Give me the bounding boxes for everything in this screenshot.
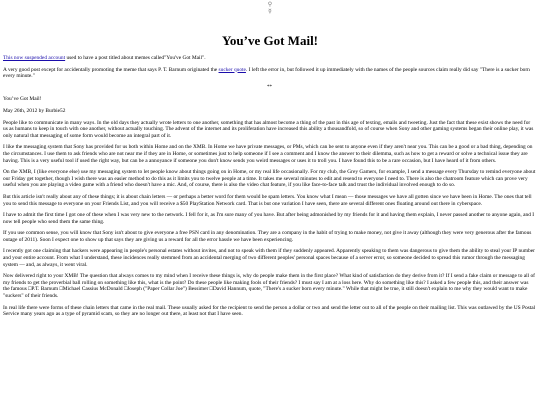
article-paragraph: People like to communicate in many ways. In the old days they actually wrote letters to one another, something that has almost become a thing of the past in this age of texting, emails and tweeting. Just the fact that these exist shows the need for us as humans to keep in touch with one another, without actually touching. The advent of the internet and its proliferation have increased this ability a thousandfold, so of course when Sony and other gaming systems began their online play, it was only natural that messaging of some form would become an integral part of it. [3, 119, 534, 139]
article-paragraph: But this article isn't really about any of these things; it is about chain letters — or perhaps a better word for them would be spam letters. You know what I mean — those messages we have all gotten since we have been in Home. The ones that tell you to send this message to everyone on your Friends List, and you will receive a $50 PlayStation Network card. That is but one variation I have seen, there are several different ones floating around out there in cyberspace. [3, 193, 532, 207]
divider: ** [267, 84, 272, 90]
search-icon[interactable]: ⚲ [267, 2, 273, 8]
article-paragraph: I recently got one claiming that hackers were appearing in people's personal estates without invites, and not to speak with them if they suddenly appeared. Apparently speaking to them was dangerous to give them the ability to steal your IP number and your entire account. From what I understand, these incidences really stemmed from an accidental merging of two different peoples' personal spaces because of a server error, so someone decided to spread this rumor through the messaging system — and, as always, it went viral. [3, 248, 535, 268]
intro-text: used to have a post titled about memes called"You've Got Mail". [65, 55, 206, 61]
article-paragraph: If you use common sense, you will know that Sony isn't about to give everyone a free PSN card in any denomination. They are a company in the habit of trying to make money, not give it away (although they were very generous after the famous outage of 2011). Soon I expect one to show up that says they are giving us a reward for all the error hassle we have been experiencing. [3, 230, 532, 243]
article-paragraph: In real life there were forms of these chain letters that came in the real mail. These usually asked for the recipient to send the person a dollar or two and send the letter out to all of the people on their mailing list. This was outlawed by the US Postal Service many years ago as a type of pyramid scam, so they are no longer out there, at least not that I have seen. [3, 304, 536, 318]
page-title: You’ve Got Mail! [221, 33, 319, 48]
post-content [3, 55, 536, 323]
article-paragraph: I like the messaging system that Sony has provided for us both within Home and on the XMB. In Home we have private messages, or PMs, which can be sent to anyone even if they aren't near you. This can be a good or a bad thing, depending on the circumstances. I use them to ask friends who are not near me if they are in Home, or sometimes just to help someone if I see a comment and I know the answer to their dilemma, such as how to get a reward or solve a technical issue they are having. This is a very useful tool if used the right way, but can be a annoyance if someone you don't know sends you weird messages or uses it to troll you. I have found this to be a rare occasion, but I have heard of it from others. [3, 144, 533, 164]
note-paragraph [3, 67, 536, 80]
note-text-after: . I left the error in, but followed it up immediately with the names of the people sources claim really did say "There is a sucker born every minute." [3, 66, 530, 80]
article-paragraph: Now delivered right to your XMB! The question that always comes to my mind when I receive these things is, why do people make them in the first place? What kind of satisfaction do they derive from it? If I send a fake claim or message to all of my friends to get the proverbial ball rolling on something like this, what is the point? Do these people like making fools of their friends? I must say I am at a loss here. Why do something like this? I asked a few people this, and their answer was the famous □P.T. Barnum □Michael Cassius McDonald □Joseph ("Paper Collar Joe") Bessimer □David Hannum, quote, "There's a sucker born every minute." While that might be true, it still doesn't explain to me why they would want to make "suckers" of their friends. [3, 273, 535, 300]
symbol-icon: ☿ [268, 9, 272, 15]
article-paragraph: On the XMB, I (like everyone else) use my messaging system to let people know about things going on in Home, or my real life occasionally. For my club, the Grey Gamers, for example, I send a message every Thursday to remind everyone about our Friday get together, though I wish there was an easier method to do this as it limits you to twelve people at a time. It takes me several minutes to edit and resend to everyone I need to. There is also the chatroom feature which can prove very useful when you are playing a video game with a friend who doesn't have a mic. And, of course, there is also the video chat feature, if you like face-to-face talk and trust the individual involved enough to do so. [3, 169, 536, 189]
article-paragraph: I have to admit the first time I got one of these when I was very new to the network. I fell for it, as I'm sure many of you have. But after being admonished by my friends for it and having them explain, I never passed another to anyone again, and I now tell people who send them the same thing. [3, 212, 535, 225]
note-text-before: A very good post except for accidentally promoting the meme that says P. T. Barnum originated the [3, 66, 219, 73]
intro-paragraph [3, 55, 536, 62]
suspended-account-link[interactable]: This now suspended account [3, 55, 66, 61]
header-icons [0, 2, 540, 16]
sucker-quote-link[interactable]: sucker quote [218, 66, 246, 73]
article-title: You’ve Got Mail! [3, 96, 42, 103]
article-byline: May 26th, 2012 by Burbie52 [3, 107, 66, 114]
